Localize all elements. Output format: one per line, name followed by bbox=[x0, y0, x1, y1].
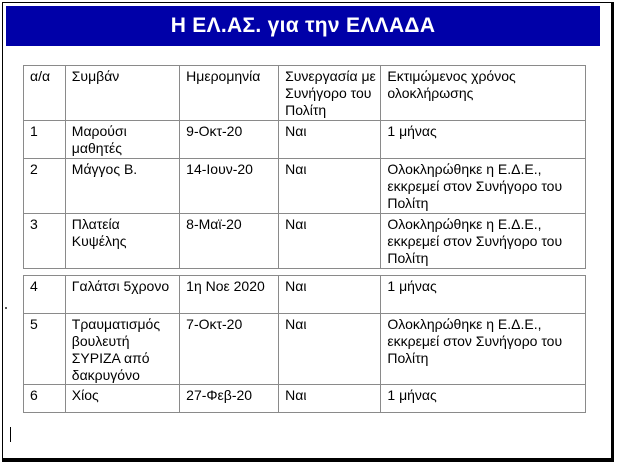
cell-aa: 3 bbox=[24, 214, 66, 269]
cell-date: 27-Φεβ-20 bbox=[180, 385, 279, 413]
cell-cooperation: Ναι bbox=[279, 385, 381, 413]
table-row bbox=[24, 385, 586, 413]
header-cell-event: Συμβάν bbox=[65, 66, 179, 121]
cell-aa: 6 bbox=[24, 385, 66, 413]
cell-date: 7-Οκτ-20 bbox=[180, 314, 279, 385]
cell-date: 9-Οκτ-20 bbox=[180, 121, 279, 159]
cell-event: Χίος bbox=[65, 385, 179, 413]
table-header-row bbox=[24, 66, 586, 121]
slide-title: Η ΕΛ.ΑΣ. για την ΕΛΛΑΔΑ bbox=[6, 6, 600, 46]
stray-dot-mark bbox=[5, 307, 7, 309]
table-row bbox=[24, 159, 586, 214]
cell-date: 1η Νοε 2020 bbox=[180, 276, 279, 314]
table-row bbox=[24, 314, 586, 385]
table-gap bbox=[24, 269, 586, 276]
cell-date: 8-Μαϊ-20 bbox=[180, 214, 279, 269]
header-cell-cooperation: Συνεργασία με Συνήγορο του Πολίτη bbox=[279, 66, 381, 121]
cell-completion-time: 1 μήνας bbox=[381, 121, 586, 159]
cell-completion-time: Ολοκληρώθηκε η Ε.Δ.Ε., εκκρεμεί στον Συνήγορο του Πολίτη bbox=[381, 214, 586, 269]
table-row bbox=[24, 276, 586, 314]
cell-completion-time: 1 μήνας bbox=[381, 276, 586, 314]
cell-event: Μάγγος Β. bbox=[65, 159, 179, 214]
table-row bbox=[24, 121, 586, 159]
cell-date: 14-Ιουν-20 bbox=[180, 159, 279, 214]
cell-aa: 2 bbox=[24, 159, 66, 214]
cell-cooperation: Ναι bbox=[279, 214, 381, 269]
header-cell-date: Ημερομηνία bbox=[180, 66, 279, 121]
slide bbox=[2, 2, 614, 462]
cell-aa: 1 bbox=[24, 121, 66, 159]
cell-event: Πλατεία Κυψέλης bbox=[65, 214, 179, 269]
cell-completion-time: 1 μήνας bbox=[381, 385, 586, 413]
cell-completion-time: Ολοκληρώθηκε η Ε.Δ.Ε., εκκρεμεί στον Συνήγορο του Πολίτη bbox=[381, 159, 586, 214]
cell-aa: 5 bbox=[24, 314, 66, 385]
cell-cooperation: Ναι bbox=[279, 159, 381, 214]
cell-aa: 4 bbox=[24, 276, 66, 314]
cell-completion-time: Ολοκληρώθηκε η Ε.Δ.Ε., εκκρεμεί στον Συνήγορο του Πολίτη bbox=[381, 314, 586, 385]
cell-cooperation: Ναι bbox=[279, 121, 381, 159]
text-cursor-mark bbox=[10, 427, 11, 442]
cell-event: Τραυματισμός βουλευτή ΣΥΡΙΖΑ από δακρυγόνο bbox=[65, 314, 179, 385]
cell-cooperation: Ναι bbox=[279, 276, 381, 314]
table-row bbox=[24, 214, 586, 269]
header-cell-completion-time: Εκτιμώμενος χρόνος ολοκλήρωσης bbox=[381, 66, 586, 121]
cell-cooperation: Ναι bbox=[279, 314, 381, 385]
header-cell-aa: α/α bbox=[24, 66, 66, 121]
cell-event: Γαλάτσι 5χρονο bbox=[65, 276, 179, 314]
cell-event: Μαρούσι μαθητές bbox=[65, 121, 179, 159]
events-table bbox=[23, 65, 586, 413]
